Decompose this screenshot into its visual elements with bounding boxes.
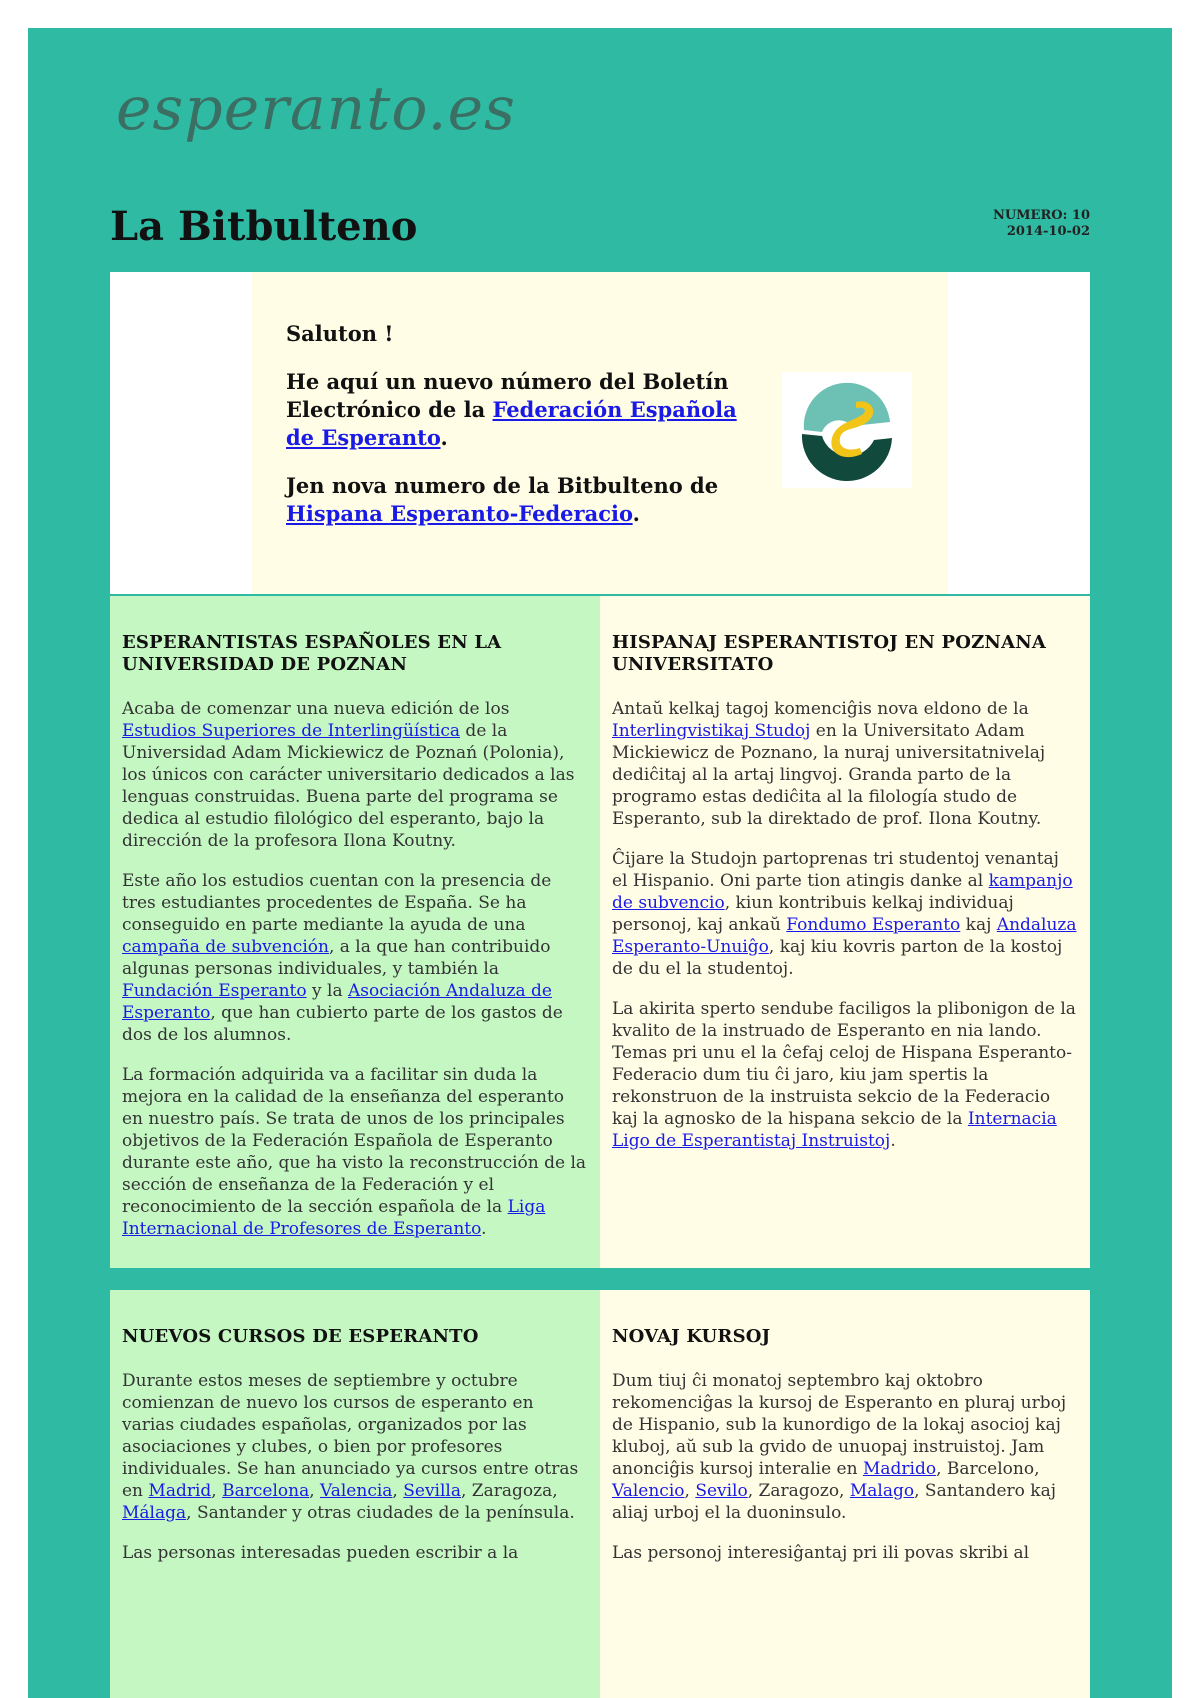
- text: Este año los estudios cuentan con la presencia de tres estudiantes procedentes de España. Se ha conseguido en parte mediante la ayuda de una: [122, 871, 552, 935]
- interlinguistics-link[interactable]: Interlingvistikaj Studoj: [612, 721, 811, 741]
- hero-text: [286, 320, 756, 548]
- sevilla-link[interactable]: Sevilo: [695, 1481, 748, 1501]
- text: , kiun kontribuis kelkaj individuaj personoj, kaj ankaŭ: [612, 893, 1014, 935]
- brand-logo: esperanto.es: [116, 74, 516, 144]
- text: .: [481, 1219, 487, 1239]
- andalusian-association-link[interactable]: Asociación Andaluza de Esperanto: [122, 981, 552, 1023]
- logo-svg: [782, 372, 912, 488]
- text: en la Universitato Adam Mickiewicz de Poznano, la nuraj universitatnivelaj dediĉitaj al la artaj lingvoj. Granda parto de la programo estas dediĉita al la filología studo de Esperanto, sub la direktado de prof. Ilona Koutny.: [612, 721, 1046, 829]
- hero-banner: [110, 272, 1090, 594]
- article-heading: NUEVOS CURSOS DE ESPERANTO: [122, 1326, 479, 1347]
- article-paragraph: [122, 698, 588, 852]
- andalusian-association-link[interactable]: Andaluza Esperanto-Unuiĝo: [612, 915, 1077, 957]
- section-poznan: [110, 596, 1090, 1268]
- hero-eo-paragraph: Jen nova numero de la Bitbulteno de Hispana Esperanto-Federacio.: [286, 473, 719, 526]
- article-paragraph: [612, 1370, 1078, 1524]
- valencia-link[interactable]: Valencia: [320, 1481, 393, 1501]
- text: kaj: [960, 915, 997, 935]
- article-paragraph: Las personoj interesiĝantaj pri ili povas skribi al: [612, 1543, 1030, 1563]
- article-paragraph: [122, 1370, 588, 1524]
- text: , Santander y otras ciudades de la península.: [186, 1503, 575, 1523]
- article-es-poznan: [110, 596, 600, 1268]
- article-heading: ESPERANTISTAS ESPAÑOLES EN LA UNIVERSIDAD DE POZNAN: [122, 632, 502, 675]
- malaga-link[interactable]: Málaga: [122, 1503, 187, 1523]
- fondumo-esperanto-link[interactable]: Fondumo Esperanto: [786, 915, 961, 935]
- article-eo-poznan: [600, 596, 1090, 1268]
- article-paragraph: [122, 1064, 588, 1240]
- text: .: [890, 1131, 896, 1151]
- text: Durante estos meses de septiembre y octubre comienzan de nuevo los cursos de esperanto en varias ciudades españolas, organizados por las asociaciones y clubes, o bien por profesores individuales. Se han anunciado ya cursos entre otras en: [122, 1371, 579, 1501]
- text: y la: [306, 981, 348, 1001]
- article-paragraph: Las personas interesadas pueden escribir a la: [122, 1543, 519, 1563]
- text: , kaj kiu kovris parton de la kostoj de du el la studentoj.: [612, 937, 1063, 979]
- text: , Zaragozo,: [747, 1481, 850, 1501]
- newsletter-title: La Bitbulteno: [110, 203, 418, 250]
- text: La formación adquirida va a facilitar sin duda la mejora en la calidad de la enseñanza del esperanto en nuestro país. Se trata de unos de los principales objetivos de la Federación Española de Esperanto durante este año, que ha visto la reconstrucción de la sección de enseñanza de la Federación y el reconocimiento de la sección española de la: [122, 1065, 587, 1217]
- teachers-league-link[interactable]: Internacia Ligo de Esperantistaj Instruistoj: [612, 1109, 1057, 1151]
- madrid-link[interactable]: Madrid: [148, 1481, 212, 1501]
- logo-dark-arc: [802, 434, 892, 481]
- text: ,: [211, 1481, 223, 1501]
- hero-es-text: He aquí un nuevo número del Boletín Electrónico de la: [286, 369, 729, 422]
- article-eo-courses: [600, 1290, 1090, 1698]
- text: La akirita sperto sendube faciligos la plibonigon de la kvalito de la instruado de Esperanto en nia lando. Temas pri unu el la ĉefaj celoj de Hispana Esperanto-Federacio dum tiu ĉi jaro, kiu jam spertis la rekonstruon de la instruista sekcio de la Federacio kaj la agnosko de la hispana sekcio de la: [612, 999, 1076, 1129]
- text: Ĉijare la Studojn partoprenas tri studentoj venantaj el Hispanio. Oni parte tion atingis danke al: [612, 849, 1059, 891]
- barcelona-link[interactable]: Barcelona: [222, 1481, 310, 1501]
- malaga-link[interactable]: Malago: [849, 1481, 915, 1501]
- text: , Santandero kaj aliaj urboj el la duoninsulo.: [612, 1481, 1056, 1523]
- valencia-link[interactable]: Valencio: [612, 1481, 685, 1501]
- text: , Zaragoza,: [461, 1481, 558, 1501]
- hero-es-paragraph: He aquí un nuevo número del Boletín Electrónico de la Federación Española de Esperanto.: [286, 369, 737, 450]
- issue-info: [993, 208, 1090, 240]
- text: Dum tiuj ĉi monatoj septembro kaj oktobro rekomenciĝas la kursoj de Esperanto en pluraj urboj de Hispanio, sub la kunordigo de la lokaj asocioj kaj kluboj, aŭ sub la gvido de unuopaj instruistoj. Jam anonciĝis kursoj interalie en: [612, 1371, 1067, 1479]
- sevilla-link[interactable]: Sevilla: [403, 1481, 461, 1501]
- subsidy-campaign-link[interactable]: kampanjo de subvencio: [612, 871, 1073, 913]
- issue-date: 2014-10-02: [1006, 224, 1090, 239]
- newsletter-page: [28, 28, 1172, 1698]
- fundacion-esperanto-link[interactable]: Fundación Esperanto: [122, 981, 307, 1001]
- text: ,: [684, 1481, 696, 1501]
- article-es-courses: [110, 1290, 600, 1698]
- article-paragraph: [612, 848, 1078, 980]
- text: , a la que han contribuido algunas personas individuales, y también la: [122, 937, 551, 979]
- teachers-league-link[interactable]: Liga Internacional de Profesores de Esperanto: [122, 1197, 546, 1239]
- article-paragraph: [612, 998, 1078, 1152]
- madrid-link[interactable]: Madrido: [862, 1459, 937, 1479]
- issue-number: NUMERO: 10: [992, 208, 1090, 223]
- text: ,: [309, 1481, 321, 1501]
- text: Acaba de comenzar una nueva edición de los: [122, 699, 510, 719]
- interlinguistics-link[interactable]: Estudios Superiores de Interlingüística: [122, 721, 461, 741]
- text: Antaŭ kelkaj tagoj komenciĝis nova eldono de la: [612, 699, 1029, 719]
- text: ,: [392, 1481, 404, 1501]
- article-paragraph: [612, 698, 1078, 830]
- esperanto-e-logo-icon: [782, 372, 912, 488]
- hef-link[interactable]: Hispana Esperanto-Federacio: [286, 501, 633, 526]
- subsidy-campaign-link[interactable]: campaña de subvención: [122, 937, 329, 957]
- fee-link[interactable]: Federación Española de Esperanto: [286, 397, 737, 450]
- hero-panel: [252, 272, 948, 594]
- article-paragraph: [122, 870, 588, 1046]
- hero-eo-text: Jen nova numero de la Bitbulteno de: [286, 473, 719, 498]
- text: , Barcelono,: [936, 1459, 1040, 1479]
- text: , que han cubierto parte de los gastos de dos de los alumnos.: [122, 1003, 563, 1045]
- section-courses: [110, 1290, 1090, 1698]
- article-heading: HISPANAJ ESPERANTISTOJ EN POZNANA UNIVERSITATO: [612, 632, 1047, 675]
- hero-greeting: Saluton !: [286, 321, 394, 346]
- text: de la Universidad Adam Mickiewicz de Poznań (Polonia), los únicos con carácter universitario dedicados a las lenguas construidas. Buena parte del programa se dedica al estudio filológico del esperanto, bajo la dirección de la profesora Ilona Koutny.: [122, 721, 575, 851]
- article-heading: NOVAJ KURSOJ: [612, 1326, 771, 1347]
